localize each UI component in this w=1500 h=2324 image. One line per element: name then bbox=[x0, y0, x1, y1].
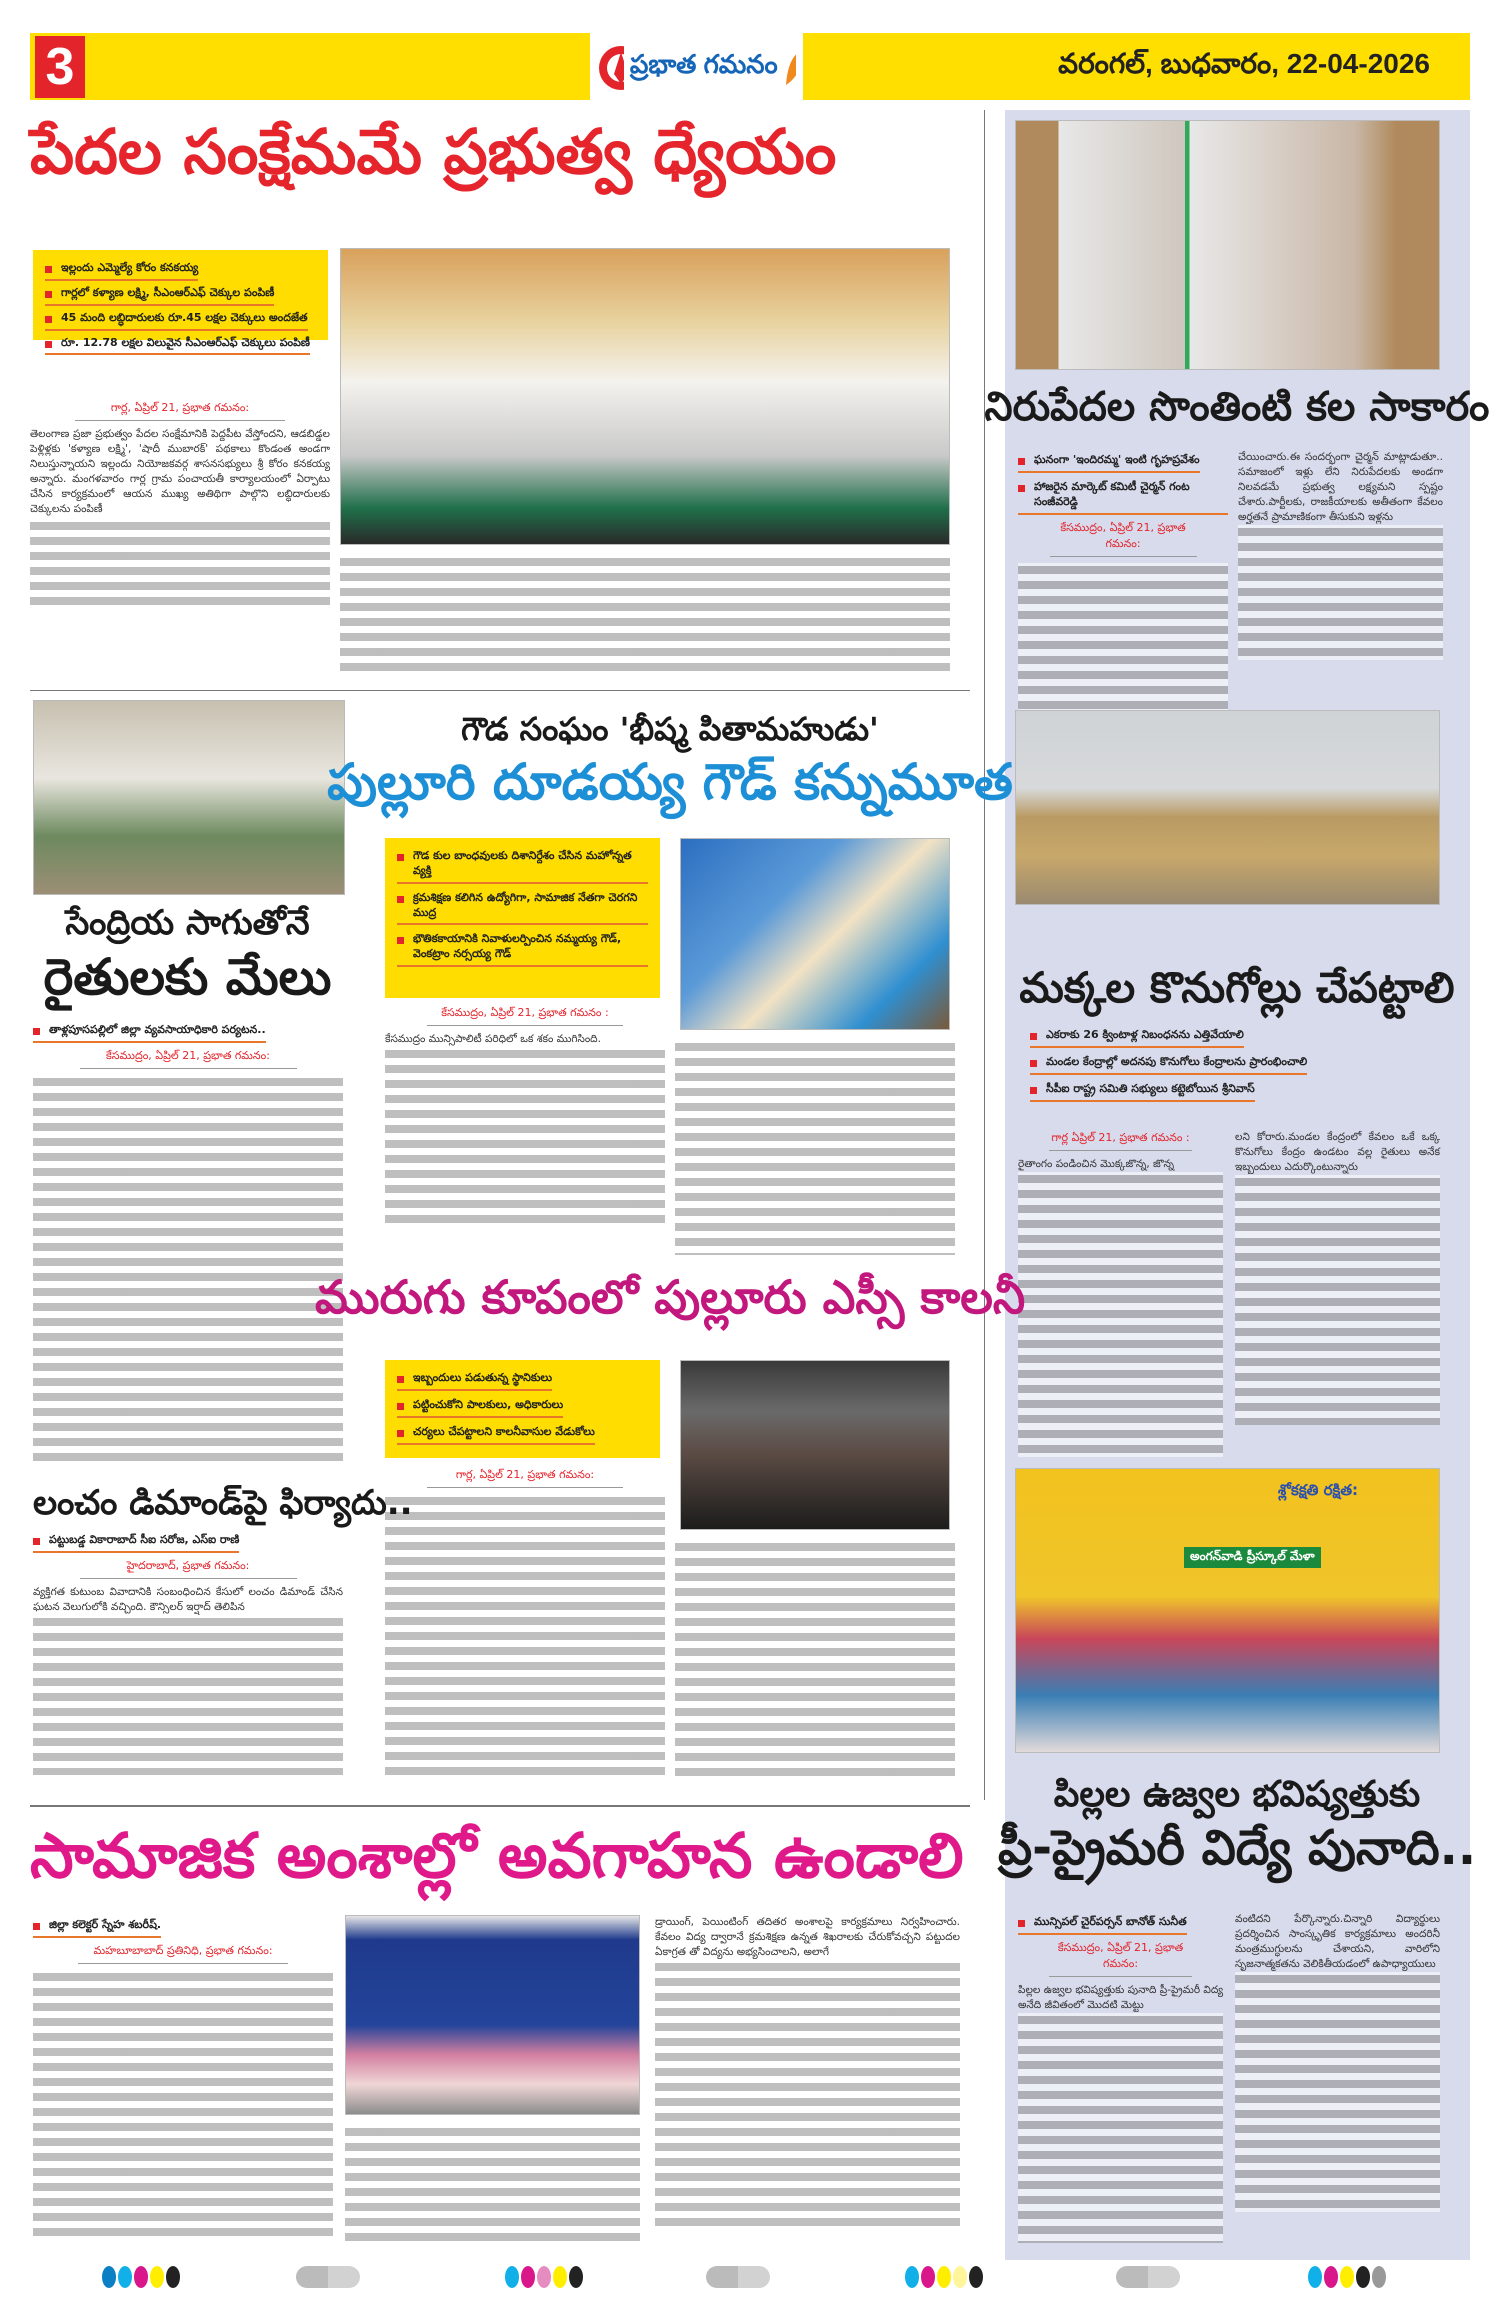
article-body: లని కోరారు.మండల కేంద్రంలో కేవలం ఒకే ఒక్క కొనుగోలు కేంద్రం ఉండటం వల్ల రైతులు అనేక ఇబ్బందులు ఎదుర్కొంటున్నారు bbox=[1235, 1131, 1440, 1173]
dateline: కేసముద్రం, ఏప్రిల్ 21, ప్రభాత గమనం : bbox=[427, 1006, 623, 1026]
bullet: భౌతికకాయానికి నివాళులర్పించిన నమ్మయ్య గౌడ్, వెంకట్రాం నర్సయ్య గౌడ్ bbox=[397, 929, 648, 967]
bullet: జిల్లా కలెక్టర్ స్నేహ శబరీష్. bbox=[33, 1915, 161, 1938]
obituary-body-col bbox=[385, 1000, 665, 1227]
housing-body-col bbox=[1018, 450, 1228, 713]
obituary-bullets bbox=[385, 838, 660, 998]
article-body bbox=[1018, 563, 1228, 713]
divider bbox=[30, 690, 970, 691]
registration-bar bbox=[296, 2266, 360, 2288]
article-body: పిల్లల ఉజ్వల భవిష్యత్తుకు పునాది ప్రీ-ప్రైమరీ విద్య అనేది జీవితంలో మొదటి మెట్టు bbox=[1018, 1983, 1223, 2011]
social-body-col2 bbox=[345, 2125, 640, 2245]
obituary-kicker: గౌడ సంఘం 'భీష్మ పితామహుడు' bbox=[461, 710, 879, 748]
article-body bbox=[33, 1075, 343, 1465]
dateline: గార్ల ఏప్రిల్ 21, ప్రభాత గమనం : bbox=[1049, 1131, 1193, 1151]
organic-body-col bbox=[33, 1020, 343, 1465]
leaf-logo-icon bbox=[784, 47, 796, 87]
colony-body-col2 bbox=[675, 1540, 955, 1780]
bullet: సీపీఐ రాష్ట్ర సమితి సభ్యులు కట్టెబోయిన శ్రీనివాస్ bbox=[1030, 1079, 1255, 1102]
bullet: పట్టించుకోని పాలకులు, అధికారులు bbox=[397, 1395, 563, 1418]
text-continuation bbox=[1018, 1172, 1223, 1457]
pen-nib-logo-icon bbox=[596, 40, 624, 94]
maize-body-col2 bbox=[1235, 1130, 1440, 1425]
dateline: గార్ల, ఏప్రిల్ 21, ప్రభాత గమనం: bbox=[75, 401, 285, 421]
registration-marks bbox=[505, 2266, 583, 2288]
bribe-headline: లంచం డిమాండ్‌పై ఫిర్యాదు.. bbox=[33, 1483, 413, 1523]
text-continuation bbox=[655, 1960, 960, 2230]
page-number: 3 bbox=[35, 36, 85, 98]
lead-body-col bbox=[30, 395, 330, 609]
article-body: రైతాంగం పండించిన మొక్కజొన్న, జొన్న bbox=[1018, 1158, 1174, 1170]
divider bbox=[30, 1805, 970, 1807]
article-body bbox=[33, 1970, 333, 2240]
registration-bar bbox=[1116, 2266, 1180, 2288]
bullet: గార్లలో కళ్యాణ లక్ష్మి, సీఎంఆర్ఎఫ్ చెక్కుల పంపిణీ bbox=[45, 283, 274, 306]
housing-body-col2 bbox=[1238, 450, 1443, 660]
preschool-kicker: పిల్లల ఉజ్వల భవిష్యత్తుకు bbox=[1053, 1774, 1421, 1815]
registration-marks bbox=[1308, 2266, 1386, 2288]
colony-photo-drainage bbox=[680, 1360, 950, 1530]
text-continuation bbox=[385, 1047, 665, 1227]
preschool-body-col bbox=[1018, 1912, 1223, 2243]
article-body bbox=[385, 1494, 665, 1779]
article-body: కేసముద్రం మున్సిపాలిటీ పరిధిలో ఒక శకం ముగిసింది. bbox=[385, 1033, 601, 1045]
bullet: హాజరైన మార్కెట్ కమిటీ చైర్మన్ గంట సంజీవరెడ్డి bbox=[1018, 477, 1228, 515]
bullet: రూ. 12.78 లక్షల విలువైన సీఎంఆర్ఎఫ్ చెక్కులు పంపిణీ bbox=[45, 333, 310, 356]
bullet: ఇల్లందు ఎమ్మెల్యే కోరం కనకయ్య bbox=[45, 258, 198, 281]
text-continuation bbox=[1235, 1175, 1440, 1425]
social-photo-students bbox=[345, 1915, 640, 2115]
organic-kicker: సేంద్రియ సాగుతోనే bbox=[65, 903, 310, 943]
logo-text: ప్రభాత గమనం bbox=[629, 48, 778, 79]
bullet: పట్టుబడ్డ వికారాబాద్ సీఐ సరోజ, ఎస్ఐ రాణి bbox=[33, 1530, 239, 1553]
preschool-body-col2 bbox=[1235, 1912, 1440, 2212]
social-headline: సామాజిక అంశాల్లో అవగాహన ఉండాలి bbox=[30, 1819, 964, 1892]
registration-marks bbox=[102, 2266, 180, 2288]
organic-photo-fertilizer-bags bbox=[33, 700, 345, 895]
housing-photo-ribbon-cutting bbox=[1015, 120, 1440, 370]
logo bbox=[596, 32, 796, 102]
maize-bullets bbox=[1030, 1025, 1430, 1106]
colony-bullets bbox=[385, 1360, 660, 1458]
date-line: వరంగల్, బుధవారం, 22-04-2026 bbox=[803, 33, 1470, 100]
dateline: కేసముద్రం, ఏప్రిల్ 21, ప్రభాత గమనం: bbox=[80, 1049, 297, 1069]
dateline: మహబూబాబాద్ ప్రతినిధి, ప్రభాత గమనం: bbox=[78, 1944, 288, 1964]
masthead-band-left bbox=[30, 33, 590, 100]
photo-wall-text: శ్లోకక్షతి రక్షిత: bbox=[1278, 1481, 1358, 1499]
text-continuation bbox=[33, 1615, 343, 1775]
bullet: 45 మంది లబ్ధిదారులకు రూ.45 లక్షల చెక్కులు అందజేత bbox=[45, 308, 308, 331]
bullet: క్రమశిక్షణ కలిగిన ఉద్యోగిగా, సామాజిక నేతగా చెరగని ముద్ర bbox=[397, 888, 648, 926]
article-body: డ్రాయింగ్, పెయింటింగ్ తదితర అంశాలపై కార్యక్రమాలు నిర్వహించారు. కేవలం విద్య ద్వారానే క్రమశిక్షణ ఉన్నత శిఖరాలకు చేరుకోవచ్చని పట్టుదల ఏకాగ్రత తో విద్యను అభ్యసించాలని, అలాగే bbox=[655, 1916, 960, 1958]
bullet: మండల కేంద్రాల్లో అదనపు కొనుగోలు కేంద్రాలను ప్రారంభించాలి bbox=[1030, 1052, 1307, 1075]
photo-banner-text: అంగన్‌వాడి ప్రీస్కూల్ మేళా bbox=[1184, 1547, 1321, 1568]
obituary-body-col2 bbox=[675, 1040, 955, 1255]
bullet: మున్సిపల్ చైర్‌పర్సన్ బానోత్ సునీత bbox=[1018, 1912, 1187, 1935]
colony-body-col bbox=[385, 1462, 665, 1779]
text-continuation bbox=[30, 519, 330, 609]
text-continuation bbox=[1238, 525, 1443, 660]
article-body: వంటిదని పేర్కొన్నారు.చిన్నారి విద్యార్థులు ప్రదర్శించిన సాంస్కృతిక కార్యక్రమాలు అందరినీ మంత్రముగ్ధులను చేశాయని, వారిలోని సృజనాత్మకతను వెలికితీయడంలో ఉపాధ్యాయులు bbox=[1235, 1913, 1440, 1970]
article-body: తెలంగాణ ప్రజా ప్రభుత్వం పేదల సంక్షేమానికి పెద్దపీట వేస్తోందని, ఆడబిడ్డల పెళ్లిళ్లకు 'కళ్యాణ లక్ష్మి', 'షాదీ ముబారక్' పథకాలు కొండంత అండగా నిలుస్తున్నాయని ఇల్లందు నియోజకవర్గ శాసనసభ్యులు శ్రీ కోరం కనకయ్య అన్నారు. మంగళవారం గార్ల గ్రామ పంచాయతీ కార్యాలయంలో ఏర్పాటు చేసిన కార్యక్రమంలో ఆయన ముఖ్య అతిథిగా పాల్గొని లబ్ధిదారులకు చెక్కులను పంపిణీ bbox=[30, 428, 330, 515]
lead-body-columns bbox=[340, 555, 950, 675]
social-body-col3 bbox=[655, 1915, 960, 2230]
registration-bar bbox=[706, 2266, 770, 2288]
bullet: గౌడ కుల బాంధవులకు దిశానిర్దేశం చేసిన మహోన్నత వ్యక్తి bbox=[397, 846, 648, 884]
dateline: కేసముద్రం, ఏప్రిల్ 21, ప్రభాత గమనం: bbox=[1050, 521, 1197, 557]
bullet: ఘనంగా 'ఇందిరమ్మ' ఇంటి గృహప్రవేశం bbox=[1018, 450, 1200, 473]
text-continuation bbox=[1018, 2013, 1223, 2243]
article-body: వ్యక్తిగత కుటుంబ వివాదానికి సంబంధించిన కేసులో లంచం డిమాండ్ చేసిన ఘటన వెలుగులోకి వచ్చింది. కౌన్సిలర్ ఇర్షాద్ తెలిపిన bbox=[33, 1585, 343, 1613]
bullet: తాళ్లపూసపల్లిలో జిల్లా వ్యవసాయాధికారి పర్యటన.. bbox=[33, 1020, 266, 1043]
dateline: హైదరాబాద్, ప్రభాత గమనం: bbox=[80, 1559, 297, 1579]
bullet: ఇబ్బందులు పడుతున్న స్థానికులు bbox=[397, 1368, 552, 1391]
registration-marks bbox=[905, 2266, 983, 2288]
social-body-col bbox=[33, 1915, 333, 2240]
lead-photo-cheque-distribution bbox=[340, 248, 950, 545]
dateline: కేసముద్రం, ఏప్రిల్ 21, ప్రభాత గమనం: bbox=[1049, 1941, 1193, 1977]
bullet: ఎకరాకు 26 క్వింటాళ్ల నిబంధనను ఎత్తివేయాలి bbox=[1030, 1025, 1244, 1048]
maize-body-col bbox=[1018, 1125, 1223, 1457]
text-continuation bbox=[1235, 1972, 1440, 2212]
maize-headline: మక్కల కొనుగోల్లు చేపట్టాలి bbox=[1019, 963, 1455, 1012]
bullet: చర్యలు చేపట్టాలని కాలనీవాసుల వేడుకోలు bbox=[397, 1422, 595, 1445]
obituary-headline: పుల్లూరి దూడయ్య గౌడ్ కన్నుమూత bbox=[327, 753, 1013, 811]
bribe-body-col bbox=[33, 1530, 343, 1775]
preschool-headline: ప్రీ-ప్రైమరీ విద్యే పునాది.. bbox=[998, 1820, 1477, 1876]
article-body: చేయించారు.ఈ సందర్భంగా చైర్మన్ మాట్లాడుతూ.. సమాజంలో ఇళ్లు లేని నిరుపేదలకు అండగా నిలవడమే ప్రభుత్వ లక్ష్యమని స్పష్టం చేశారు.పార్టీలకు, రాజకీయాలకు అతీతంగా కేవలం అర్హతనే ప్రామాణికంగా తీసుకుని ఇళ్లను bbox=[1238, 451, 1443, 523]
colony-headline: మురుగు కూపంలో పుల్లూరు ఎస్సీ కాలనీ bbox=[315, 1270, 1026, 1324]
dateline: గార్ల, ఏప్రిల్ 21, ప్రభాత గమనం: bbox=[427, 1468, 623, 1488]
lead-headline: పేదల సంక్షేమమే ప్రభుత్వ ధ్యేయం bbox=[30, 115, 837, 188]
preschool-photo-anganwadi bbox=[1015, 1468, 1440, 1753]
organic-headline: రైతులకు మేలు bbox=[43, 948, 332, 1006]
column-divider bbox=[984, 110, 985, 1800]
obituary-photo-tribute bbox=[680, 838, 950, 1030]
maize-photo-farmers bbox=[1015, 710, 1440, 905]
lead-bullets bbox=[33, 250, 328, 349]
housing-headline: నిరుపేదల సొంతింటి కల సాకారం bbox=[984, 384, 1490, 430]
